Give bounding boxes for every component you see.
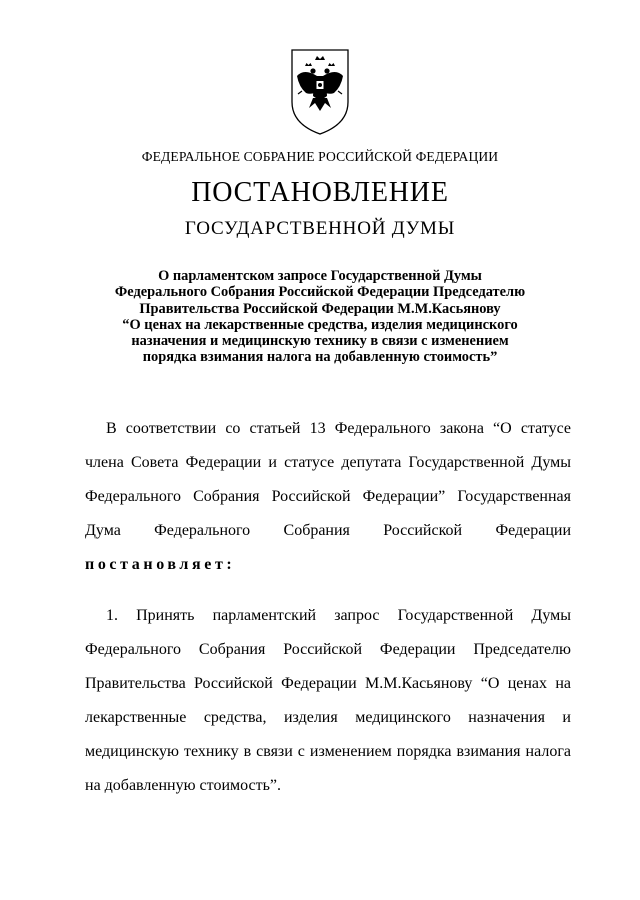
- preamble-line: Дума Федерального Собрания Российской Федерации: [85, 522, 571, 539]
- subject-block: [60, 268, 580, 366]
- preamble-line: члена Совета Федерации и статусе депутата Государственной Думы: [85, 454, 571, 471]
- subject-line: “О ценах на лекарственные средства, изделия медицинского: [122, 316, 518, 333]
- item1-line: 1. Принять парламентский запрос Государственной Думы: [106, 607, 571, 624]
- subject-line: порядка взимания налога на добавленную стоимость”: [142, 349, 498, 366]
- coat-of-arms-icon: [288, 46, 352, 136]
- subject-line: назначения и медицинскую технику в связи с изменением: [131, 333, 509, 350]
- item1-line: Федерального Собрания Российской Федерации Председателю: [85, 641, 571, 658]
- item1-line: лекарственные средства, изделия медицинского назначения и: [85, 709, 571, 726]
- item1-line: медицинскую технику в связи с изменением порядка взимания налога: [85, 743, 571, 760]
- subject-line: Федерального Собрания Российской Федерации Председателю: [114, 284, 526, 301]
- preamble-line: Федерального Собрания Российской Федерации” Государственная: [85, 488, 571, 505]
- resolves-word: постановляет:: [85, 556, 236, 573]
- item1-line: Правительства Российской Федерации М.М.Касьянову “О ценах на: [85, 675, 571, 692]
- subject-line: Правительства Российской Федерации М.М.Касьянову: [139, 300, 501, 317]
- item1-line: на добавленную стоимость”.: [85, 777, 282, 794]
- document-title: ПОСТАНОВЛЕНИЕ: [191, 177, 449, 208]
- preamble-line: В соответствии со статьей 13 Федерального закона “О статусе: [106, 420, 571, 437]
- document-subtitle: ГОСУДАРСТВЕННОЙ ДУМЫ: [184, 218, 456, 239]
- subject-line: О парламентском запросе Государственной Думы: [158, 268, 482, 284]
- assembly-name: ФЕДЕРАЛЬНОЕ СОБРАНИЕ РОССИЙСКОЙ ФЕДЕРАЦИИ: [141, 149, 499, 164]
